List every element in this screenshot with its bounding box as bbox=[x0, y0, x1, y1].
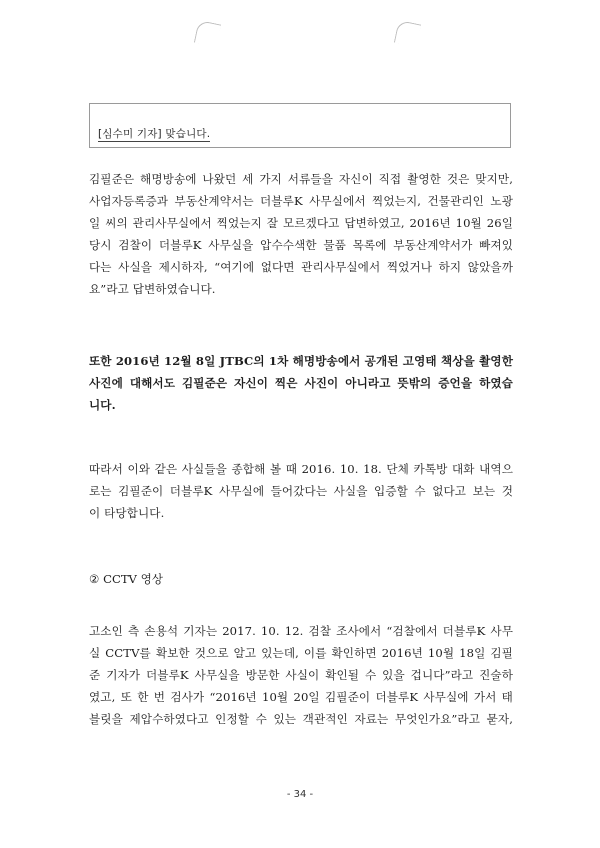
page-number: - 34 - bbox=[286, 789, 314, 800]
paragraph-line: 사진에 대해서도 김필준은 자신이 찍은 사진이 아니라고 뜻밖의 증언을 하였습 bbox=[89, 376, 513, 390]
paragraph-line: 로는 김필준이 더블루K 사무실에 들어갔다는 사실을 입증할 수 없다고 보는 것 bbox=[89, 484, 513, 498]
paragraph-line: 고소인 측 손용석 기자는 2017. 10. 12. 검찰 조사에서 “검찰에서 더블루K 사무 bbox=[89, 624, 513, 638]
paragraph-line: 요”라고 답변하였습니다. bbox=[89, 282, 216, 296]
paragraph-line: 일 씨의 관리사무실에서 찍었는지 잘 모르겠다고 답변하였고, 2016년 10월 26일 bbox=[89, 216, 513, 230]
punch-hole-left bbox=[194, 20, 221, 47]
paragraph-line: 당시 검찰이 더블루K 사무실을 압수수색한 물품 목록에 부동산계약서가 빠져있 bbox=[89, 238, 513, 252]
paragraph-3 bbox=[89, 458, 513, 524]
paragraph-line: 따라서 이와 같은 사실들을 종합해 볼 때 2016. 10. 18. 단체 카톡방 대화 내역으 bbox=[89, 462, 513, 476]
paragraph-line: 였고, 또 한 번 검사가 “2016년 10월 20일 김필준이 더블루K 사무실에 가서 태 bbox=[89, 690, 513, 704]
paragraph-4 bbox=[89, 620, 513, 730]
paragraph-line: 실 CCTV를 확보한 것으로 알고 있는데, 이를 확인하면 2016년 10월 18일 김필 bbox=[89, 646, 513, 660]
paragraph-line: 다는 사실을 제시하자, “여기에 없다면 관리사무실에서 찍었거나 하지 않았을까 bbox=[89, 260, 513, 274]
paragraph-line: 김필준은 해명방송에 나왔던 세 가지 서류들을 자신이 직접 촬영한 것은 맞지만, bbox=[89, 172, 513, 186]
paragraph-line: 또한 2016년 12월 8일 JTBC의 1차 해명방송에서 공개된 고영태 책상을 촬영한 bbox=[89, 354, 513, 368]
paragraph-line: 블릿을 제압수하였다고 인정할 수 있는 객관적인 자료는 무엇인가요”라고 묻자, bbox=[89, 712, 513, 726]
quote-box bbox=[89, 103, 511, 148]
punch-hole-right bbox=[394, 20, 421, 47]
paragraph-line: 사업자등록증과 부동산계약서는 더블루K 사무실에서 찍었는지, 건물관리인 노광 bbox=[89, 194, 513, 208]
quote-text: [심수미 기자] 맞습니다. bbox=[98, 128, 211, 140]
paragraph-line: 이 타당합니다. bbox=[89, 506, 165, 520]
section-heading: ② CCTV 영상 bbox=[89, 572, 164, 586]
paragraph-line: 준 기자가 더블루K 사무실을 방문한 사실이 확인될 수 있을 겁니다”라고 진술하 bbox=[89, 668, 513, 682]
paragraph-2 bbox=[89, 350, 513, 416]
paragraph-1 bbox=[89, 168, 513, 300]
paragraph-line: 니다. bbox=[89, 398, 116, 412]
